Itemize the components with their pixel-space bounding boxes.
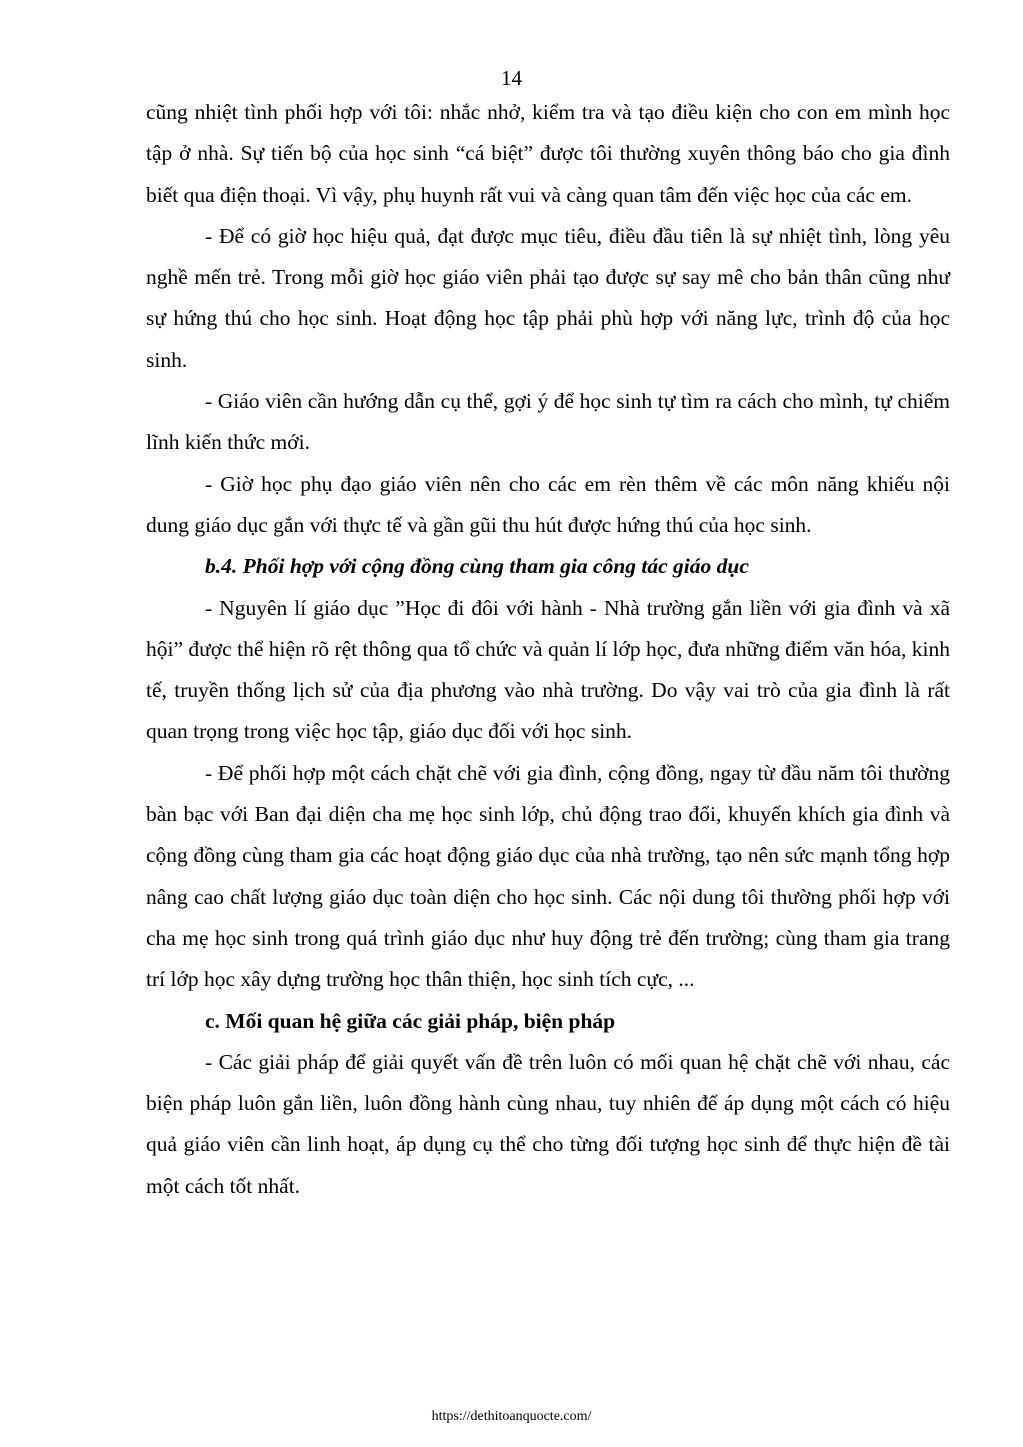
section-heading-b4: b.4. Phối hợp với cộng đồng cùng tham gia công tác giáo dục [205, 554, 749, 579]
paragraph-effective-lessons: - Để có giờ học hiệu quả, đạt được mục tiêu, điều đầu tiên là sự nhiệt tình, lòng yêu nghề mến trẻ. Trong mỗi giờ học giáo viên phải tạo được sự say mê cho bản thân cũng như sự hứng thú cho học sinh. Hoạt động học tập phải phù hợp với năng lực, trình độ của học sinh. [146, 223, 950, 372]
paragraph-continuation: cũng nhiệt tình phối hợp với tôi: nhắc nhở, kiểm tra và tạo điều kiện cho con em mình học tập ở nhà. Sự tiến bộ của học sinh “cá biệt” được tôi thường xuyên thông báo cho gia đình biết qua điện thoại. Vì vậy, phụ huynh rất vui và càng quan tâm đến việc học của các em. [146, 100, 950, 207]
paragraph-solutions-relation: - Các giải pháp để giải quyết vấn đề trên luôn có mối quan hệ chặt chẽ với nhau, các biện pháp luôn gắn liền, luôn đồng hành cùng nhau, tuy nhiên để áp dụng một cách có hiệu quả giáo viên cần linh hoạt, áp dụng cụ thể cho từng đối tượng học sinh để thực hiện đề tài một cách tốt nhất. [146, 1049, 950, 1198]
section-heading-c: c. Mối quan hệ giữa các giải pháp, biện pháp [205, 1008, 616, 1033]
page-number: 14 [501, 66, 522, 90]
paragraph-family-cooperation: - Để phối hợp một cách chặt chẽ với gia đình, cộng đồng, ngay từ đầu năm tôi thường bàn bạc với Ban đại diện cha mẹ học sinh lớp, chủ động trao đổi, khuyến khích gia đình và cộng đồng cùng tham gia các hoạt động giáo dục của nhà trường, tạo nên sức mạnh tổng hợp nâng cao chất lượng giáo dục toàn diện cho học sinh. Các nội dung tôi thường phối hợp với cha mẹ học sinh trong quá trình giáo dục như huy động trẻ đến trường; cùng tham gia trang trí lớp học xây dựng trường học thân thiện, học sinh tích cực, ... [146, 760, 950, 992]
document-body [146, 92, 950, 1207]
paragraph-teacher-guidance: - Giáo viên cần hướng dẫn cụ thể, gợi ý để học sinh tự tìm ra cách cho mình, tự chiếm lĩnh kiến thức mới. [146, 389, 950, 455]
paragraph-tutoring: - Giờ học phụ đạo giáo viên nên cho các em rèn thêm về các môn năng khiếu nội dung giáo dục gắn với thực tế và gần gũi thu hút được hứng thú của học sinh. [146, 471, 950, 537]
footer-url: https://dethitoanquocte.com/ [431, 1409, 592, 1424]
paragraph-education-principle: - Nguyên lí giáo dục ”Học đi đôi với hành - Nhà trường gắn liền với gia đình và xã hội” được thể hiện rõ rệt thông qua tổ chức và quản lí lớp học, đưa những điểm văn hóa, kinh tế, truyền thống lịch sử của địa phương vào nhà trường. Do vậy vai trò của gia đình là rất quan trọng trong việc học tập, giáo dục đối với học sinh. [146, 595, 950, 744]
